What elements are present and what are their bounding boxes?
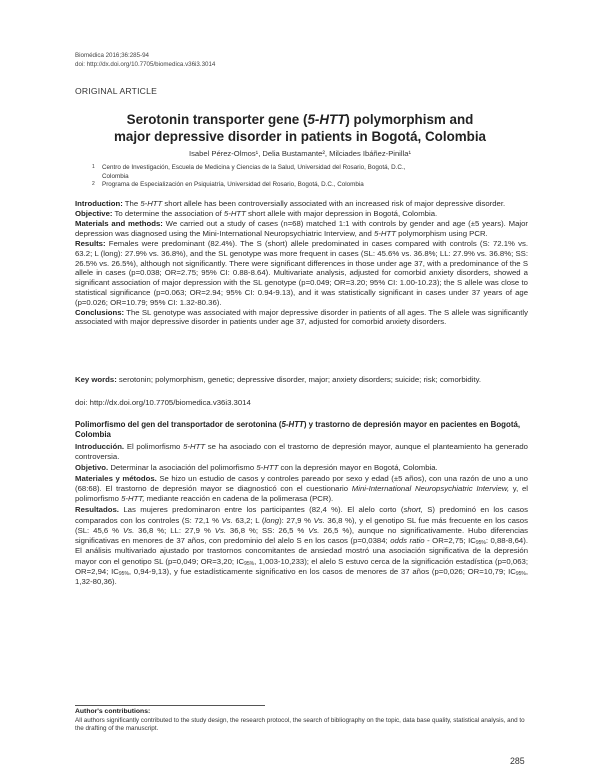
- abstract-methods: Materials and methods: We carried out a study of cases (n=68) matched 1:1 with controls by gender and age (±5 years). Major depression was diagnosed using the Mini-International Neuropsychiatric Interview, and 5-HTT polymorphism using PCR.: [75, 219, 528, 239]
- affiliation-text-cont: Colombia: [102, 172, 129, 180]
- journal-header: [75, 52, 215, 69]
- resumen: [75, 442, 528, 588]
- abstract-introduction: Introduction: The 5-HTT short allele has been controversially associated with an increased risk of major depressive disorder.: [75, 199, 506, 208]
- footnote-divider: [75, 705, 265, 706]
- abstract-results: Results: Females were predominant (82.4%). The S (short) allele predominated in cases compared with controls (S: 72.1% vs. 63.2; L (long): 27.9% vs. 36.8%), and the SL genotype was more frequent in cases (SL: 45.6% vs. 36.8%; LL: 27.9% vs. 36.8%; SS: 26.5% vs. 26.5%), although not significantly. There were significant differences in those under age 37, with a predominance of the S allele in cases (p=0.038; OR=2.75; 95% CI: 0.88-8.64). Multivariate analysis, adjusted for comorbid anxiety disorders, showed a significant association of major depression with the SL genotype (p=0.049; OR=3.20; 95% CI: 1.00-10.23); the S allele was close to statistical significance (p=0.063; OR=2.94; 95% CI: 0.94-9.13), and it was statistically significant in cases under 37 years of age (p=0.026; OR=10.79; 95% CI: 1.32-80.36).: [75, 239, 528, 307]
- abstract-objective: Objective: To determine the association of 5-HTT short allele with major depression in Bogotá, Colombia.: [75, 209, 438, 219]
- section-label: ORIGINAL ARTICLE: [75, 86, 157, 96]
- affiliation-text: Programa de Especialización en Psiquiatría, Universidad del Rosario, Bogotá, D.C., Colombia: [102, 181, 364, 188]
- keywords-text: serotonin; polymorphism, genetic; depressive disorder, major; anxiety disorders; suicide; risk; comorbidity.: [116, 375, 482, 384]
- title-line1-post: ) polymorphism and: [345, 112, 474, 127]
- resumen-objetivo: Objetivo. Determinar la asociación del polimorfismo 5-HTT con la depresión mayor en Bogotá, Colombia.: [75, 463, 438, 473]
- contributions-text: All authors significantly contributed to the study design, the research protocol, the search of bibliography on the topic, data base quality, statistical analysis, and to the drafting of the manuscript.: [75, 717, 525, 733]
- affiliation-1: [92, 164, 512, 181]
- header-doi[interactable]: doi: http://dx.doi.org/10.7705/biomedica.v36i3.3014: [75, 60, 216, 68]
- contributions-heading: Author's contributions:: [75, 708, 151, 715]
- affiliation-number: 2: [92, 181, 95, 187]
- title-line1-pre: Serotonin transporter gene (: [126, 112, 308, 127]
- journal-citation: Biomédica 2016;36:285-94: [75, 52, 149, 59]
- page-number: 285: [510, 756, 525, 766]
- spanish-title: Polimorfismo del gen del transportador de serotonina (5-HTT) y trastorno de depresión mayor en pacientes en Bogotá, Colombia: [75, 420, 521, 439]
- affiliation-text: Centro de Investigación, Escuela de Medicina y Ciencias de la Salud, Universidad del Rosario, Bogotá, D.C.,: [102, 164, 406, 171]
- article-title: [75, 111, 525, 145]
- affiliation-2: [92, 181, 512, 190]
- doi-link[interactable]: doi: http://dx.doi.org/10.7705/biomedica.v36i3.3014: [75, 398, 251, 407]
- author-list: Isabel Pérez-Olmos¹, Delia Bustamante², Milciades Ibáñez-Pinilla¹: [189, 149, 411, 158]
- abstract: [75, 199, 528, 328]
- abstract-conclusions: Conclusions: The SL genotype was associated with major depressive disorder in patients of all ages. The S allele was significantly associated with major depressive disorder in patients under age 37, adjusted for comorbid anxiety disorders.: [75, 307, 528, 327]
- title-gene: 5-HTT: [307, 112, 346, 127]
- affiliation-number: 1: [92, 164, 95, 170]
- title-line2: major depressive disorder in patients in Bogotá, Colombia: [113, 129, 487, 144]
- resumen-resultados: Resultados. Las mujeres predominaron entre los participantes (82,4 %). El alelo corto (short, S) predominó en los casos comparados con los controles (S: 72,1 % Vs. 63,2; L (long): 27,9 % Vs. 36,8 %), y el genotipo SL fue más frecuente en los casos (SL: 45,6 % Vs. 36,8 %; LL: 27,9 % Vs. 36,8 %; SS: 26,5 % Vs. 26,5 %), aunque no significativamente. Hubo diferencias significativas en menores de 37 años, con predominio del alelo S en los casos (p=0,0384; odds ratio - OR=2,75; $IC_{95\%}$: 0,88-8,64). El análisis multivariado ajustado por trastornos concomitantes de ansiedad mostró una asociación significativa de la depresión mayor con el genotipo SL (p=0,049; OR=3,20; $IC_{95\%}$, 1,003-10,233); el alelo S estuvo cerca de la significación estadística (p=0,063; OR=2,94; $IC_{95\%}$, 0,94-9,13), y fue estadísticamente significativo en los casos de menores de 37 años (p=0,026; OR=10,79; $IC_{95\%}$, 1,32-80,36).: [75, 505, 529, 587]
- affiliations: [92, 164, 512, 190]
- keywords: [75, 375, 528, 385]
- keywords-label: Key words:: [75, 375, 117, 384]
- resumen-metodos: Materiales y métodos. Se hizo un estudio de casos y controles pareado por sexo y edad (±5 años), con una razón de uno a uno (68:68). El trastorno de depresión mayor se diagnosticó con el cuestionario Mini-International Neuropsychiatric Interview, y, el polimorfismo 5-HTT, mediante reacción en cadena de la polimerasa (PCR).: [75, 473, 528, 504]
- resumen-introduccion: Introducción. El polimorfismo 5-HTT se ha asociado con el trastorno de depresión mayor, aunque el planteamiento ha generado controversia.: [75, 442, 528, 462]
